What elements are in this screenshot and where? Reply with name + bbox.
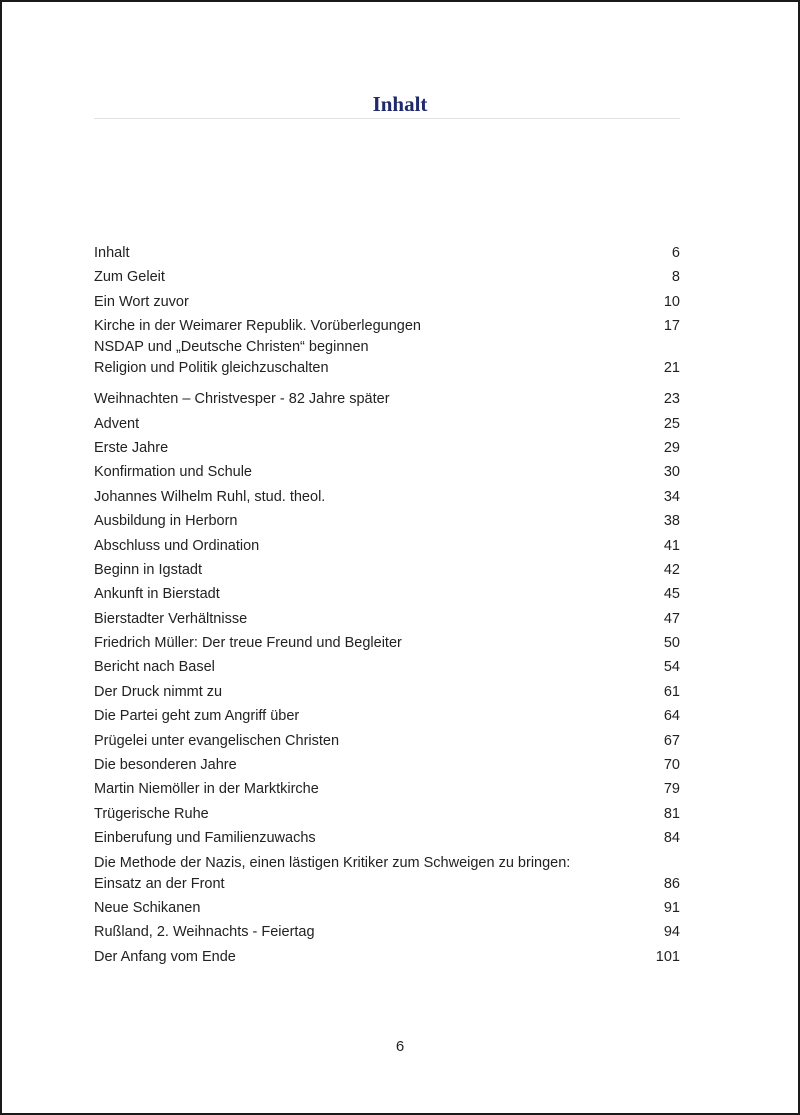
toc-entry-title-continued: Einsatz an der Front — [94, 875, 225, 892]
toc-entry-page: 81 — [663, 805, 680, 822]
toc-entry-page: 42 — [663, 561, 680, 578]
toc-entry-page: 41 — [663, 537, 680, 554]
toc-entry-page: 8 — [671, 269, 680, 286]
toc-entry-page: 79 — [663, 781, 680, 798]
toc-entry-title-block — [94, 337, 369, 379]
toc-entry-title: Die Partei geht zum Angriff über — [94, 708, 300, 725]
toc-entry — [94, 755, 680, 776]
table-of-contents — [94, 243, 680, 968]
toc-entry-title: Zum Geleit — [94, 269, 165, 286]
toc-entry-page: 67 — [663, 732, 680, 749]
toc-entry-title: Konfirmation und Schule — [94, 464, 252, 481]
toc-entry-title-continued: Religion und Politik gleichzuschalten — [94, 360, 329, 377]
toc-entry — [94, 243, 680, 264]
toc-entry — [94, 706, 680, 727]
toc-entry — [94, 487, 680, 508]
toc-entry — [94, 779, 680, 800]
toc-entry — [94, 828, 680, 849]
toc-entry-title: Beginn in Igstadt — [94, 561, 203, 578]
toc-entry — [94, 682, 680, 703]
toc-entry — [94, 609, 680, 630]
toc-entry-page: 30 — [663, 464, 680, 481]
toc-entry — [94, 657, 680, 678]
toc-entry — [94, 584, 680, 605]
toc-entry-page: 29 — [663, 439, 680, 456]
toc-entry — [94, 853, 680, 895]
toc-entry-page: 10 — [663, 293, 680, 310]
toc-entry — [94, 898, 680, 919]
toc-entry — [94, 947, 680, 968]
toc-entry-page: 94 — [663, 924, 680, 941]
toc-entry-title: Ausbildung in Herborn — [94, 513, 238, 530]
toc-entry — [94, 731, 680, 752]
toc-entry-page: 101 — [655, 948, 680, 965]
toc-entry-title: Advent — [94, 415, 140, 432]
toc-entry-title-block — [94, 853, 570, 895]
toc-entry — [94, 511, 680, 532]
toc-entry-title: Weihnachten – Christvesper - 82 Jahre später — [94, 391, 390, 408]
toc-entry-page: 17 — [663, 318, 680, 335]
toc-entry-title: Bierstadter Verhältnisse — [94, 610, 248, 627]
toc-entry-page: 38 — [663, 513, 680, 530]
toc-entry-title: Ankunft in Bierstadt — [94, 586, 220, 603]
heading-divider — [94, 118, 680, 119]
toc-entry-title: Ein Wort zuvor — [94, 293, 189, 310]
toc-entry — [94, 804, 680, 825]
toc-entry-title: Bericht nach Basel — [94, 659, 215, 676]
toc-entry-title: Der Anfang vom Ende — [94, 948, 236, 965]
toc-entry-title: Der Druck nimmt zu — [94, 683, 223, 700]
toc-entry-page: 54 — [663, 659, 680, 676]
toc-entry-page: 70 — [663, 757, 680, 774]
toc-entry-title: Neue Schikanen — [94, 899, 201, 916]
toc-entry-title: Prügelei unter evangelischen Christen — [94, 732, 340, 749]
toc-entry-title: NSDAP und „Deutsche Christen“ beginnen — [94, 339, 369, 356]
toc-entry-title: Erste Jahre — [94, 439, 169, 456]
toc-entry-title: Martin Niemöller in der Marktkirche — [94, 781, 319, 798]
toc-entry-page: 25 — [663, 415, 680, 432]
toc-entry-title: Einberufung und Familienzuwachs — [94, 830, 316, 847]
toc-entry-page: 6 — [671, 245, 680, 261]
toc-entry-page: 23 — [663, 391, 680, 408]
toc-entry — [94, 560, 680, 581]
toc-entry-page: 47 — [663, 610, 680, 627]
toc-entry — [94, 922, 680, 943]
toc-entry-page: 64 — [663, 708, 680, 725]
toc-entry — [94, 316, 680, 337]
toc-entry-page: 61 — [663, 683, 680, 700]
toc-entry-page: 45 — [663, 586, 680, 603]
page-number: 6 — [395, 1038, 405, 1055]
toc-entry-title: Trügerische Ruhe — [94, 805, 209, 822]
toc-entry — [94, 267, 680, 288]
toc-entry — [94, 438, 680, 459]
toc-entry-title: Inhalt — [94, 245, 130, 261]
toc-entry-title: Abschluss und Ordination — [94, 537, 260, 554]
toc-entry-page: 50 — [663, 635, 680, 652]
toc-entry-page: 21 — [663, 360, 680, 377]
toc-entry — [94, 536, 680, 557]
toc-entry — [94, 414, 680, 435]
toc-entry-title: Die Methode der Nazis, einen lästigen Kritiker zum Schweigen zu bringen: — [94, 854, 571, 871]
toc-entry-page: 91 — [663, 899, 680, 916]
toc-entry-title: Johannes Wilhelm Ruhl, stud. theol. — [94, 488, 326, 505]
toc-entry — [94, 462, 680, 483]
toc-entry-title: Die besonderen Jahre — [94, 757, 237, 774]
page-heading: Inhalt — [372, 92, 428, 116]
toc-entry-page: 84 — [663, 830, 680, 847]
toc-entry — [94, 292, 680, 313]
toc-entry-title: Friedrich Müller: Der treue Freund und Begleiter — [94, 635, 402, 652]
toc-entry-title: Rußland, 2. Weihnachts - Feiertag — [94, 924, 315, 941]
toc-entry — [94, 633, 680, 654]
toc-entry — [94, 389, 680, 410]
toc-entry — [94, 337, 680, 379]
toc-entry-title: Kirche in der Weimarer Republik. Vorüberlegungen — [94, 318, 421, 335]
toc-entry-page: 34 — [663, 488, 680, 505]
toc-entry-page: 86 — [663, 875, 680, 892]
